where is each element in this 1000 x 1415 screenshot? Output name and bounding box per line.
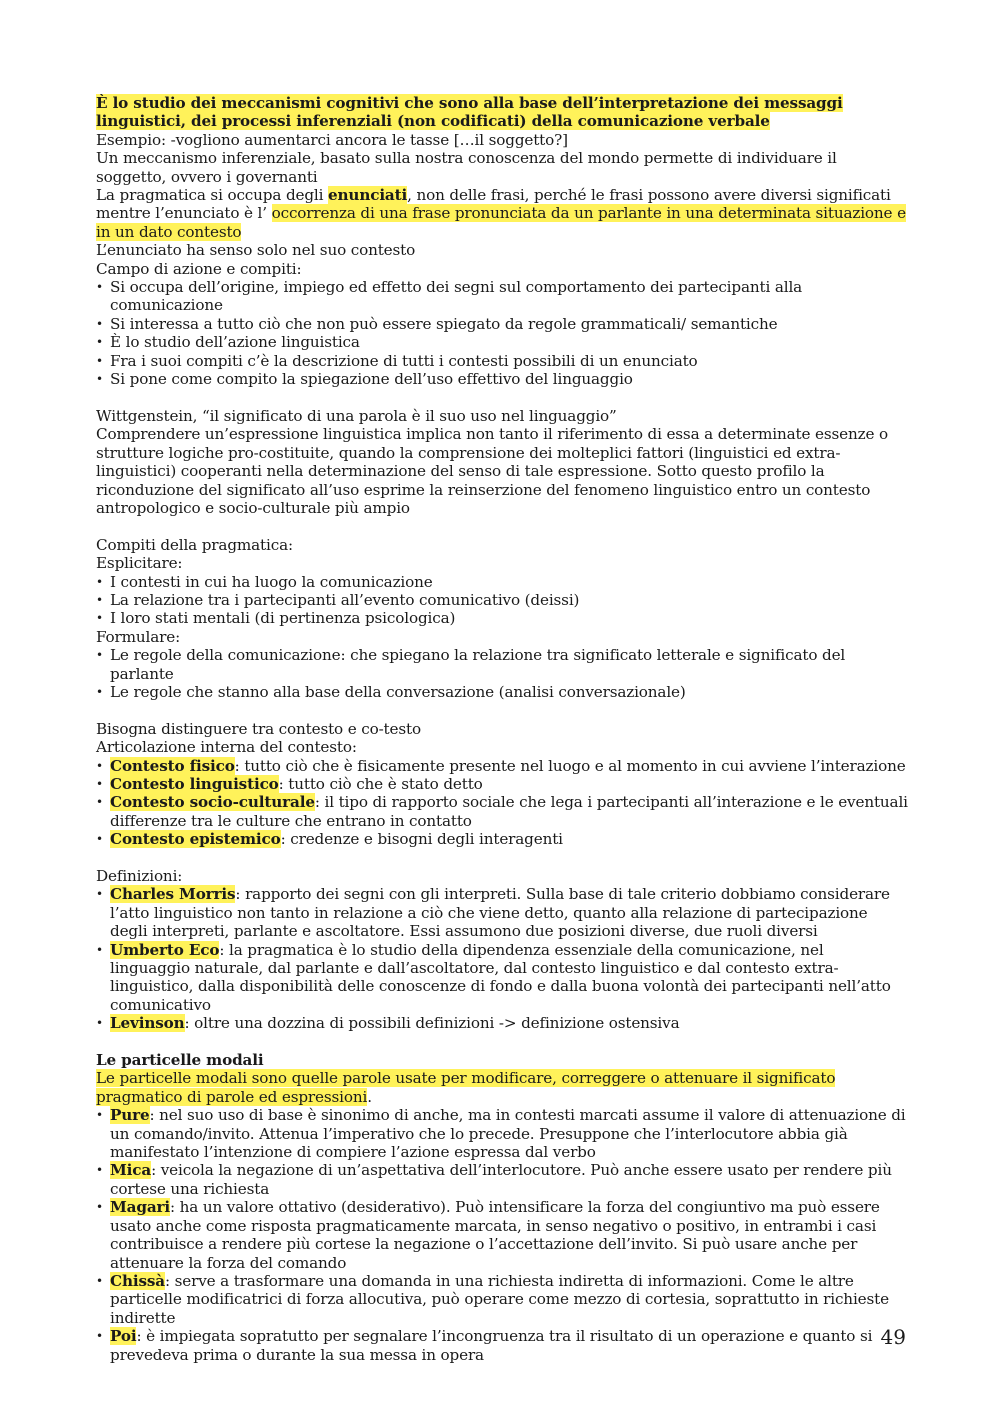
esplicitare-list [96, 573, 908, 628]
term-highlight: Umberto Eco [110, 940, 220, 959]
context-line: L’enunciato ha senso solo nel suo contesto [96, 241, 416, 260]
spacer [96, 389, 908, 407]
list-item: • Si occupa dell’origine, impiego ed effetto dei segni sul comportamento dei partecipanti alla comunicazione [96, 278, 908, 315]
list-item: • Pure: nel suo uso di base è sinonimo di anche, ma in contesti marcati assume il valore di attenuazione di un comando/invito. Attenua l’imperativo che lo precede. Presuppone che l’interlocutore abbia già manifestato l’intenzione di compiere l’azione espressa dal verbo [96, 1106, 908, 1161]
document-page [96, 94, 908, 1364]
contesto-list [96, 757, 908, 849]
spacer [96, 1033, 908, 1051]
list-item: • Umberto Eco: la pragmatica è lo studio della dipendenza essenziale della comunicazione, nel linguaggio naturale, dal parlante e dall’ascoltatore, dal contesto linguistico e dal contesto extra-linguistico, dalla disponibilità delle conoscenze di fondo e dalla buona volontà dei partecipanti nell’atto comunicativo [96, 941, 908, 1015]
list-item: • Chissà: serve a trasformare una domanda in una richiesta indiretta di informazioni. Come le altre particelle modificatrici di forza allocutiva, può operare come mezzo di cortesia, soprattutto in richieste indirette [96, 1272, 908, 1327]
wittgenstein-quote: Wittgenstein, “il significato di una parola è il suo uso nel linguaggio” [96, 406, 617, 425]
term-highlight: Pure [110, 1106, 150, 1125]
list-item: • Si pone come compito la spiegazione dell’uso effettivo del linguaggio [96, 370, 908, 388]
example-line: Esempio: -vogliono aumentarci ancora le tasse […il soggetto?] [96, 130, 568, 149]
list-item: • Poi: è impiegata sopratutto per segnalare l’incongruenza tra il risultato di un operazione e quanto si prevedeva prima o durante la sua messa in opera [96, 1327, 908, 1364]
list-item: • I loro stati mentali (di pertinenza psicologica) [96, 609, 908, 627]
term-highlight: Chissà [110, 1271, 165, 1290]
list-item: • Si interessa a tutto ciò che non può essere spiegato da regole grammaticali/ semantiche [96, 315, 908, 333]
enunciato-definition: occorrenza di una frase pronunciata da un parlante in una determinata situazione e in un dato contesto [96, 204, 906, 241]
term-highlight: Contesto epistemico [110, 830, 281, 849]
formulare-label: Formulare: [96, 627, 181, 646]
page-number: 49 [880, 1325, 906, 1349]
term-highlight: Charles Morris [110, 885, 236, 904]
particelle-list [96, 1106, 908, 1364]
term-highlight: Magari [110, 1198, 170, 1217]
spacer [96, 849, 908, 867]
term-highlight: Contesto socio-culturale [110, 793, 315, 812]
term-highlight: Mica [110, 1161, 152, 1180]
enunciati-term: enunciati [328, 186, 408, 205]
spacer [96, 701, 908, 719]
spacer [96, 517, 908, 535]
list-item: • Le regole della comunicazione: che spiegano la relazione tra significato letterale e significato del parlante [96, 646, 908, 683]
list-item: • Contesto fisico: tutto ciò che è fisicamente presente nel luogo e al momento in cui avviene l’interazione [96, 757, 908, 775]
list-item: • Le regole che stanno alla base della conversazione (analisi conversazionale) [96, 683, 908, 701]
definizioni-list [96, 885, 908, 1032]
campo-title: Campo di azione e compiti: [96, 259, 302, 278]
particelle-heading: Le particelle modali [96, 1051, 264, 1070]
term-highlight: Levinson [110, 1014, 185, 1033]
term-highlight: Poi [110, 1327, 137, 1346]
definizioni-title: Definizioni: [96, 867, 183, 885]
contesto-line-1: Bisogna distinguere tra contesto e co-testo [96, 719, 421, 738]
enunciati-paragraph: La pragmatica si occupa degli enunciati, non delle frasi, perché le frasi possono avere diversi significati mentre l’enunciato è l’ occorrenza di una frase pronunciata da un parlante in una determinata situazione e in un dato contesto [96, 186, 906, 241]
term-highlight: Contesto fisico [110, 756, 235, 775]
term-highlight: Contesto linguistico [110, 774, 279, 793]
list-item: • Contesto linguistico: tutto ciò che è stato detto [96, 775, 908, 793]
campo-list [96, 278, 908, 388]
intro-definition: È lo studio dei meccanismi cognitivi che sono alla base dell’interpretazione dei messaggi linguistici, dei processi inferenziali (non codificati) della comunicazione verbale [96, 94, 843, 131]
formulare-list [96, 646, 908, 701]
list-item: • Fra i suoi compiti c’è la descrizione di tutti i contesti possibili di un enunciato [96, 352, 908, 370]
list-item: • Contesto socio-culturale: il tipo di rapporto sociale che lega i partecipanti all’interazione e le eventuali differenze tra le culture che entrano in contatto [96, 793, 908, 830]
list-item: • Levinson: oltre una dozzina di possibili definizioni -> definizione ostensiva [96, 1014, 908, 1032]
particelle-definition: Le particelle modali sono quelle parole usate per modificare, correggere o attenuare il significato pragmatico di parole ed espressioni. [96, 1069, 836, 1106]
inference-paragraph: Un meccanismo inferenziale, basato sulla nostra conoscenza del mondo permette di individuare il soggetto, ovvero i governanti [96, 149, 837, 186]
list-item: • Charles Morris: rapporto dei segni con gli interpreti. Sulla base di tale criterio dobbiamo considerare l’atto linguistico non tanto in relazione a ciò che viene detto, quanto alla relazione di partecipazione degli interpreti, parlante e ascoltatore. Essi assumono due posizioni diverse, due ruoli diversi [96, 885, 908, 940]
list-item: • I contesti in cui ha luogo la comunicazione [96, 573, 908, 591]
list-item: • Magari: ha un valore ottativo (desiderativo). Può intensificare la forza del congiuntivo ma può essere usato anche come risposta pragmaticamente marcata, in senso negativo o positivo, in entrambi i casi contribuisce a rendere più cortese la negazione o l’accettazione dell’invito. Si può usare anche per attenuare la forza del comando [96, 1198, 908, 1272]
list-item: • La relazione tra i partecipanti all’evento comunicativo (deissi) [96, 591, 908, 609]
wittgenstein-paragraph: Comprendere un’espressione linguistica implica non tanto il riferimento di essa a determinate essenze o strutture logiche pro-costituite, quando la comprensione dei molteplici fattori (linguistici ed extra-linguistici) cooperanti nella determinazione del senso di tale espressione. Sotto questo profilo la riconduzione del significato all’uso esprime la reinserzione del fenomeno linguistico entro un contesto antropologico e socio-culturale più ampio [96, 425, 888, 517]
compiti-title: Compiti della pragmatica: [96, 535, 293, 554]
list-item: • Mica: veicola la negazione di un’aspettativa dell’interlocutore. Può anche essere usato per rendere più cortese una richiesta [96, 1161, 908, 1198]
list-item: • È lo studio dell’azione linguistica [96, 333, 908, 351]
list-item: • Contesto epistemico: credenze e bisogni degli interagenti [96, 830, 908, 848]
contesto-line-2: Articolazione interna del contesto: [96, 738, 357, 757]
esplicitare-label: Esplicitare: [96, 554, 183, 573]
